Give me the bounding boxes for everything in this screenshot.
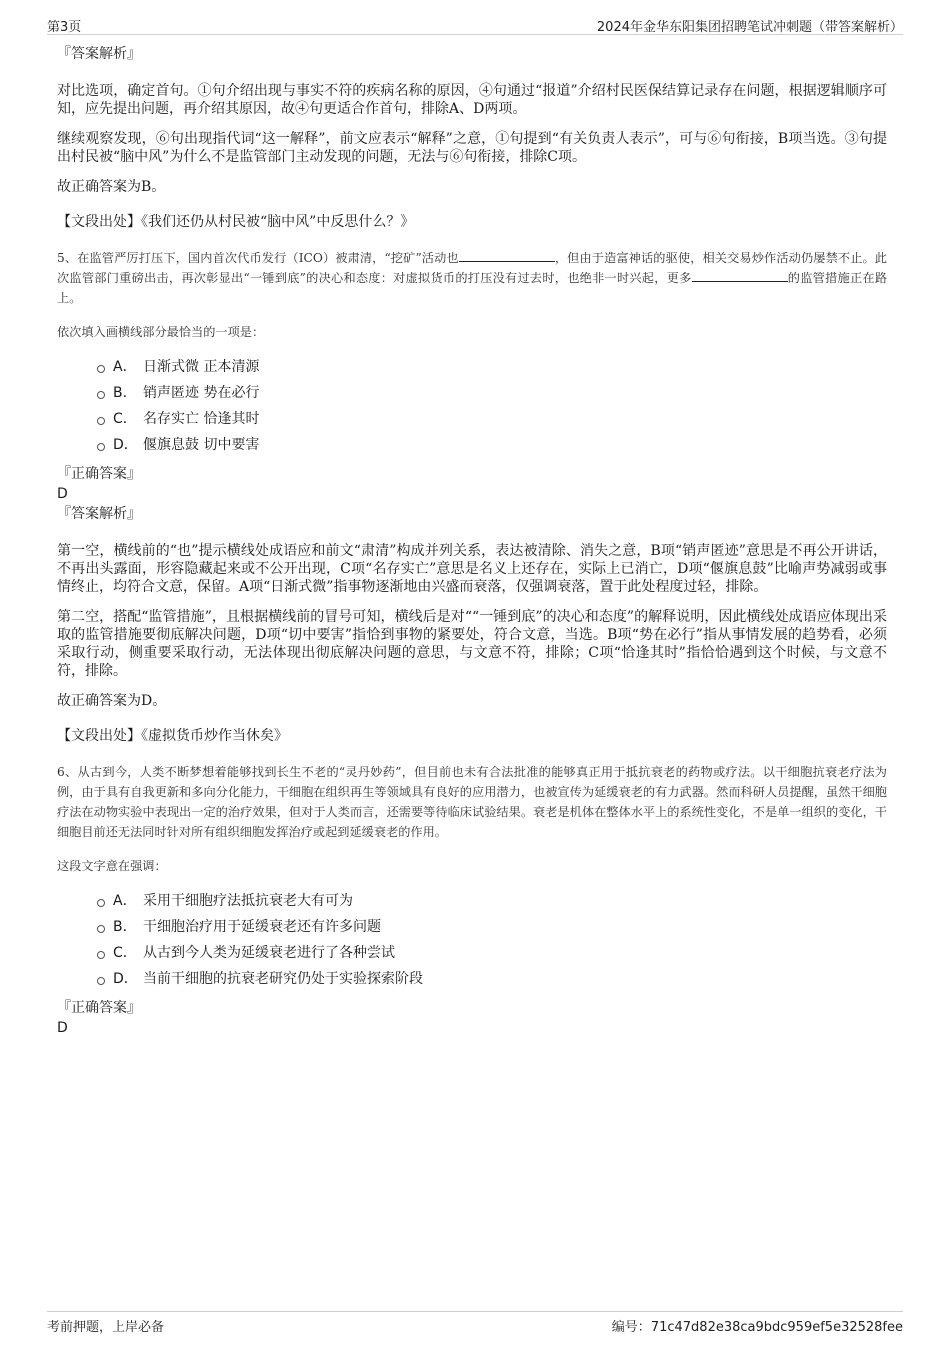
document-title: 2024年金华东阳集团招聘笔试冲刺题（带答案解析） (596, 20, 903, 35)
question-5-stem: 5、在监管严厉打压下，国内首次代币发行（ICO）被肃清，“挖矿”活动也 ，但由于造富神话的驱使，相关交易炒作活动仍屡禁不止。此次监管部门重磅出击，再次彰显出“一锤到底”的决心和态度：对虚拟货币的打压没有过去时，也绝非一时兴起，更多 的监管措施正在路上。 (57, 251, 888, 305)
radio-icon[interactable] (97, 443, 105, 451)
option-a[interactable]: A． 日渐式微 正本清源 (97, 354, 887, 380)
analysis-conclusion: 故正确答案为B。 (57, 179, 166, 195)
analysis-conclusion: 故正确答案为D。 (57, 693, 167, 709)
radio-icon[interactable] (97, 899, 105, 907)
analysis-label: 『答案解析』 (57, 506, 141, 522)
option-c[interactable]: C． 从古到今人类为延缓衰老进行了各种尝试 (97, 940, 887, 966)
radio-icon[interactable] (97, 977, 105, 985)
analysis-paragraph: 继续观察发现，⑥句出现指代词“这一解释”，前文应表示“解释”之意，①句提到“有关负责人表示”，可与⑥句衔接，B项当选。③句提出村民被“脑中风”为什么不是监管部门主动发现的问题，无法与⑥句衔接，排除C项。 (57, 131, 887, 165)
question-5-prompt: 依次填入画横线部分最恰当的一项是： (57, 325, 265, 339)
option-a[interactable]: A． 采用干细胞疗法抵抗衰老大有可为 (97, 888, 887, 914)
correct-answer: D (57, 1020, 68, 1036)
radio-icon[interactable] (97, 417, 105, 425)
question-6-prompt: 这段文字意在强调： (57, 859, 167, 873)
document-code: 编号：71c47d82e38ca9bdc959ef5e32528fee (611, 1320, 903, 1335)
page-content (57, 44, 887, 1038)
analysis-paragraph: 第一空，横线前的“也”提示横线处成语应和前文“肃清”构成并列关系，表达被清除、消失之意，B项“销声匿迹”意思是不再公开讲话，不再出头露面，形容隐藏起来或不公开出现，C项“名存实亡”意思是名义上还存在，实际上已消亡，D项“偃旗息鼓”比喻声势减弱或事情终止，均符合文意，保留。A项“日渐式微”指事物逐渐地由兴盛而衰落，仅强调衰落，置于此处程度过轻，排除。 (57, 543, 887, 595)
question-6-stem: 6、从古到今，人类不断梦想着能够找到长生不老的“灵丹妙药”，但目前也未有合法批准的能够真正用于抵抗衰老的药物或疗法。以干细胞抗衰老疗法为例，由于具有自我更新和多向分化能力，干细胞在组织再生等领域具有良好的应用潜力，也被宣传为延缓衰老的有力武器。然而科研人员提醒，虽然干细胞疗法在动物实验中表现出一定的治疗效果，但对于人类而言，还需要等待临床试验结果。衰老是机体在整体水平上的系统性变化，不是单一组织的变化，干细胞目前还无法同时针对所有组织细胞发挥治疗或起到延缓衰老的作用。 (57, 765, 887, 839)
radio-icon[interactable] (97, 391, 105, 399)
question-6-options (57, 888, 887, 992)
question-5-options (57, 354, 887, 458)
page-number: 第3页 (47, 20, 82, 35)
option-b[interactable]: B． 干细胞治疗用于延缓衰老还有许多问题 (97, 914, 887, 940)
source-citation: 【文段出处】《虚拟货币炒作当休矣》 (57, 728, 288, 744)
correct-answer-label: 『正确答案』 (57, 1000, 141, 1016)
radio-icon[interactable] (97, 925, 105, 933)
analysis-paragraph: 第二空，搭配“监管措施”，且根据横线前的冒号可知，横线后是对““一锤到底”的决心和态度”的解释说明，因此横线处成语应体现出采取的监管措施要彻底解决问题，D项“切中要害”指恰到事物的紧要处，符合文意，当选。B项“势在必行”指从事情发展的趋势看，必须采取行动，侧重要采取行动，无法体现出彻底解决问题的意思，与文意不符，排除；C项“恰逢其时”指恰恰遇到这个时候，与文意不符，排除。 (57, 609, 887, 679)
footer-slogan: 考前押题，上岸必备 (47, 1320, 165, 1335)
source-citation: 【文段出处】《我们还仍从村民被“脑中风”中反思什么？》 (57, 214, 415, 230)
option-b[interactable]: B． 销声匿迹 势在必行 (97, 380, 887, 406)
correct-answer: D (57, 486, 68, 502)
radio-icon[interactable] (97, 951, 105, 959)
option-d[interactable]: D． 当前干细胞的抗衰老研究仍处于实验探索阶段 (97, 966, 887, 992)
page-header (47, 14, 903, 35)
analysis-paragraph: 对比选项，确定首句。①句介绍出现与事实不符的疾病名称的原因，④句通过“报道”介绍村民医保结算记录存在问题，根据逻辑顺序可知，应先提出问题，再介绍其原因，故④句更适合作首句，排除A、D两项。 (57, 83, 887, 117)
page-footer (47, 1311, 903, 1334)
fill-blank-1 (459, 249, 555, 262)
correct-answer-label: 『正确答案』 (57, 466, 141, 482)
option-d[interactable]: D． 偃旗息鼓 切中要害 (97, 432, 887, 458)
radio-icon[interactable] (97, 365, 105, 373)
option-c[interactable]: C． 名存实亡 恰逢其时 (97, 406, 887, 432)
analysis-label: 『答案解析』 (57, 46, 141, 62)
fill-blank-2 (692, 269, 788, 282)
